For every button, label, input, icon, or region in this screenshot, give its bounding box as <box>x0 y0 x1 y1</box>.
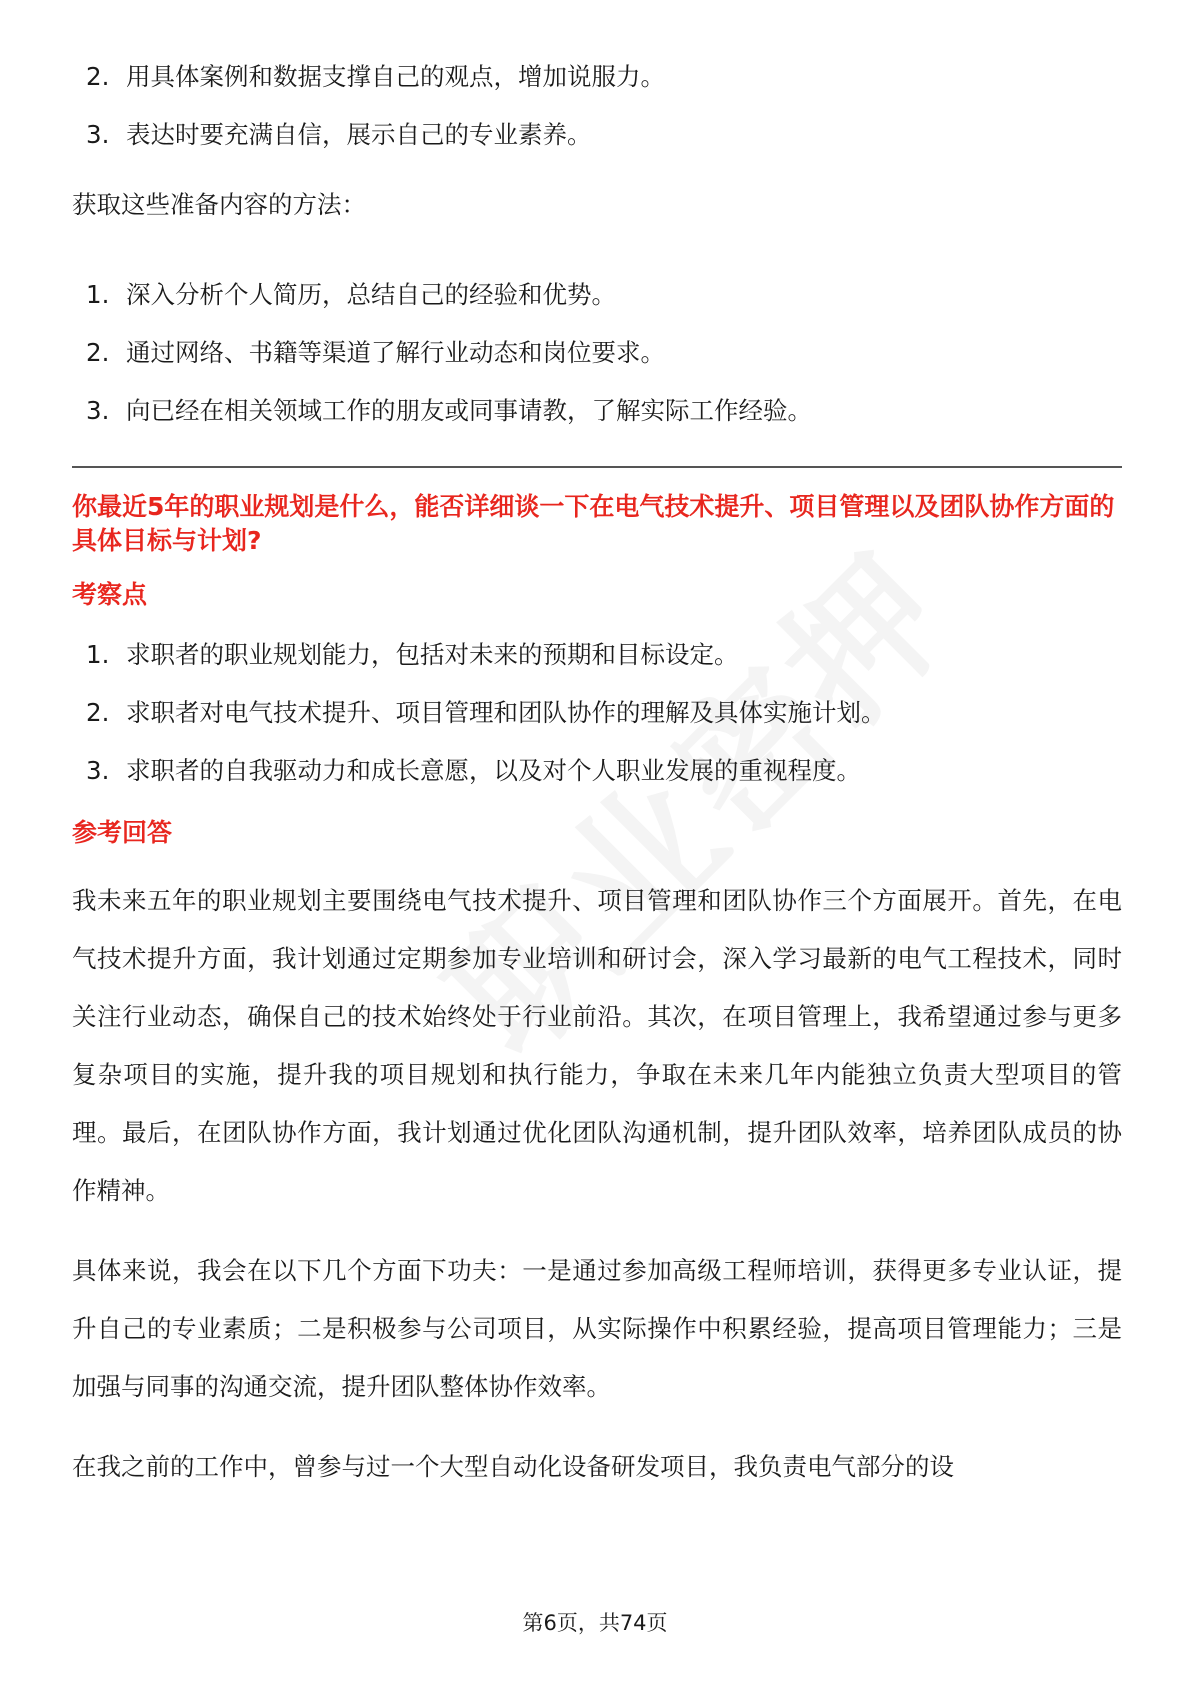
list-item: 3. 向已经在相关领域工作的朋友或同事请教，了解实际工作经验。 <box>86 396 812 425</box>
page-content <box>72 60 1122 1496</box>
list-item: 3. 表达时要充满自信，展示自己的专业素养。 <box>86 120 592 149</box>
list-item: 2. 通过网络、书籍等渠道了解行业动态和岗位要求。 <box>86 338 665 367</box>
answer-paragraph: 我未来五年的职业规划主要围绕电气技术提升、项目管理和团队协作三个方面展开。首先，在电气技术提升方面，我计划通过定期参加专业培训和研讨会，深入学习最新的电气工程技术，同时关注行业动态，确保自己的技术始终处于行业前沿。其次，在项目管理上，我希望通过参与更多复杂项目的实施，提升我的项目规划和执行能力，争取在未来几年内能独立负责大型项目的管理。最后，在团队协作方面，我计划通过优化团队沟通机制，提升团队效率，培养团队成员的协作精神。 <box>72 886 1122 1205</box>
answer-paragraph: 在我之前的工作中，曾参与过一个大型自动化设备研发项目，我负责电气部分的设 <box>72 1452 954 1481</box>
question-heading: 你最近5年的职业规划是什么，能否详细谈一下在电气技术提升、项目管理以及团队协作方面的具体目标与计划? <box>72 492 1115 555</box>
list-item: 1. 深入分析个人简历，总结自己的经验和优势。 <box>86 280 616 309</box>
methods-list <box>72 278 1122 428</box>
tips-list <box>72 60 1122 152</box>
list-item: 3. 求职者的自我驱动力和成长意愿，以及对个人职业发展的重视程度。 <box>86 756 861 785</box>
list-item: 1. 求职者的职业规划能力，包括对未来的预期和目标设定。 <box>86 640 739 669</box>
list-item: 2. 求职者对电气技术提升、项目管理和团队协作的理解及具体实施计划。 <box>86 698 886 727</box>
answer-paragraph: 具体来说，我会在以下几个方面下功夫：一是通过参加高级工程师培训，获得更多专业认证，提升自己的专业素质；二是积极参与公司项目，从实际操作中积累经验，提高项目管理能力；三是加强与同事的沟通交流，提升团队整体协作效率。 <box>72 1256 1122 1401</box>
page-number-footer: 第6页，共74页 <box>522 1611 668 1635</box>
section-divider <box>72 466 1122 468</box>
list-item: 2. 用具体案例和数据支撑自己的观点，增加说服力。 <box>86 62 665 91</box>
label-reference-answer: 参考回答 <box>72 818 173 847</box>
label-assessment-points: 考察点 <box>72 580 148 609</box>
methods-intro: 获取这些准备内容的方法： <box>72 190 366 219</box>
assessment-points-list <box>72 638 1122 788</box>
